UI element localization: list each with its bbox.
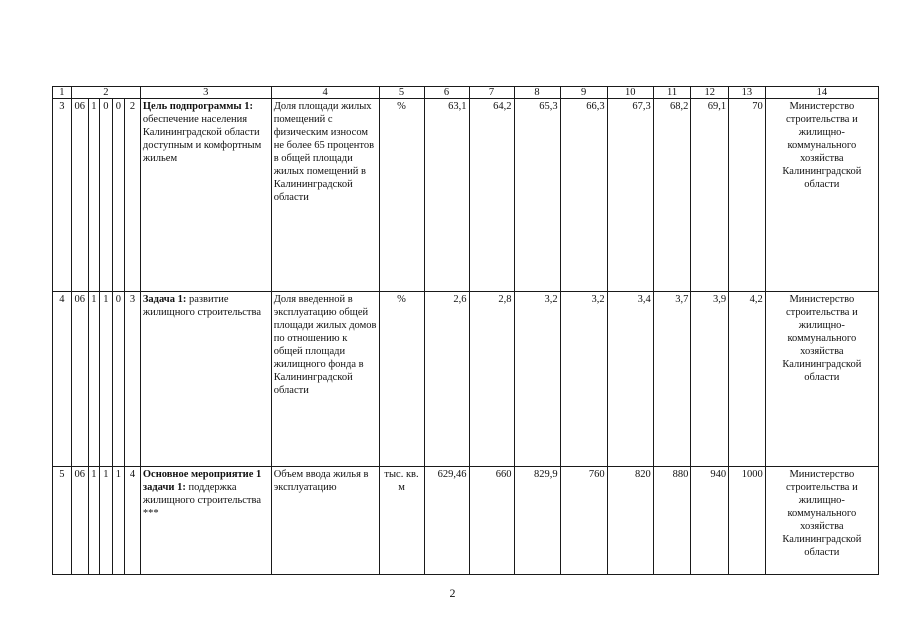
item-name xyxy=(140,292,271,467)
table-row xyxy=(53,99,879,292)
value-cell: 1000 xyxy=(729,467,766,575)
code-cell: 0 xyxy=(100,99,113,292)
code-cell: 0 xyxy=(112,99,125,292)
value-cell: 820 xyxy=(607,467,653,575)
row-number: 5 xyxy=(53,467,72,575)
header-cell: 7 xyxy=(469,87,514,99)
value-cell: 760 xyxy=(560,467,607,575)
header-cell: 3 xyxy=(140,87,271,99)
value-cell: 829,9 xyxy=(514,467,560,575)
header-cell: 4 xyxy=(271,87,379,99)
value-cell: 63,1 xyxy=(424,99,469,292)
indicators-table xyxy=(52,86,879,575)
unit-cell: % xyxy=(379,99,424,292)
item-name-text: поддержка жилищного строительства *** xyxy=(142,482,261,519)
header-cell: 13 xyxy=(729,87,766,99)
code-cell: 0 xyxy=(112,292,125,467)
value-cell: 3,7 xyxy=(653,292,691,467)
value-cell: 66,3 xyxy=(560,99,607,292)
header-cell: 10 xyxy=(607,87,653,99)
responsible-cell: Министерство строительства и жилищно-коммунального хозяйства Калининградской области xyxy=(765,467,878,575)
value-cell: 69,1 xyxy=(691,99,729,292)
code-cell: 06 xyxy=(71,99,88,292)
value-cell: 67,3 xyxy=(607,99,653,292)
value-cell: 660 xyxy=(469,467,514,575)
indicator-cell: Объем ввода жилья в эксплуатацию xyxy=(271,467,379,575)
code-cell: 3 xyxy=(125,292,141,467)
code-cell: 1 xyxy=(112,467,125,575)
item-name-bold: Задача 1: xyxy=(142,294,187,305)
value-cell: 3,4 xyxy=(607,292,653,467)
item-name-bold: Цель подпрограммы 1: xyxy=(142,101,253,112)
code-cell: 4 xyxy=(125,467,141,575)
code-cell: 1 xyxy=(88,467,100,575)
header-cell: 2 xyxy=(71,87,140,99)
item-name-bold: Основное мероприятие 1 задачи 1: xyxy=(142,469,262,493)
header-cell: 6 xyxy=(424,87,469,99)
item-name xyxy=(140,467,271,575)
page-number: 2 xyxy=(449,586,456,600)
row-number: 3 xyxy=(53,99,72,292)
code-cell: 1 xyxy=(100,467,113,575)
code-cell: 06 xyxy=(71,292,88,467)
value-cell: 2,6 xyxy=(424,292,469,467)
unit-cell: % xyxy=(379,292,424,467)
code-cell: 1 xyxy=(100,292,113,467)
header-cell: 5 xyxy=(379,87,424,99)
header-cell: 1 xyxy=(53,87,72,99)
header-row xyxy=(53,87,879,99)
value-cell: 65,3 xyxy=(514,99,560,292)
responsible-cell: Министерство строительства и жилищно-коммунального хозяйства Калининградской области xyxy=(765,99,878,292)
code-cell: 1 xyxy=(88,292,100,467)
item-name-text: обеспечение населения Калининградской области доступным и комфортным жильем xyxy=(142,114,262,164)
value-cell: 880 xyxy=(653,467,691,575)
value-cell: 3,2 xyxy=(560,292,607,467)
item-name xyxy=(140,99,271,292)
header-cell: 9 xyxy=(560,87,607,99)
header-cell: 14 xyxy=(765,87,878,99)
value-cell: 3,2 xyxy=(514,292,560,467)
value-cell: 4,2 xyxy=(729,292,766,467)
code-cell: 2 xyxy=(125,99,141,292)
responsible-cell: Министерство строительства и жилищно-коммунального хозяйства Калининградской области xyxy=(765,292,878,467)
code-cell: 1 xyxy=(88,99,100,292)
header-cell: 12 xyxy=(691,87,729,99)
header-cell: 11 xyxy=(653,87,691,99)
value-cell: 2,8 xyxy=(469,292,514,467)
code-cell: 06 xyxy=(71,467,88,575)
value-cell: 70 xyxy=(729,99,766,292)
header-cell: 8 xyxy=(514,87,560,99)
value-cell: 940 xyxy=(691,467,729,575)
indicator-cell: Доля площади жилых помещений с физическим износом не более 65 процентов в общей площади жилых помещений в Калининградской области xyxy=(271,99,379,292)
item-name-text: развитие жилищного строительства xyxy=(142,294,261,318)
value-cell: 68,2 xyxy=(653,99,691,292)
indicator-cell: Доля введенной в эксплуатацию общей площади жилых домов по отношению к общей площади жилищного фонда в Калининградской области xyxy=(271,292,379,467)
value-cell: 64,2 xyxy=(469,99,514,292)
row-number: 4 xyxy=(53,292,72,467)
value-cell: 629,46 xyxy=(424,467,469,575)
table-row xyxy=(53,467,879,575)
unit-cell: тыс. кв. м xyxy=(379,467,424,575)
table-row xyxy=(53,292,879,467)
value-cell: 3,9 xyxy=(691,292,729,467)
